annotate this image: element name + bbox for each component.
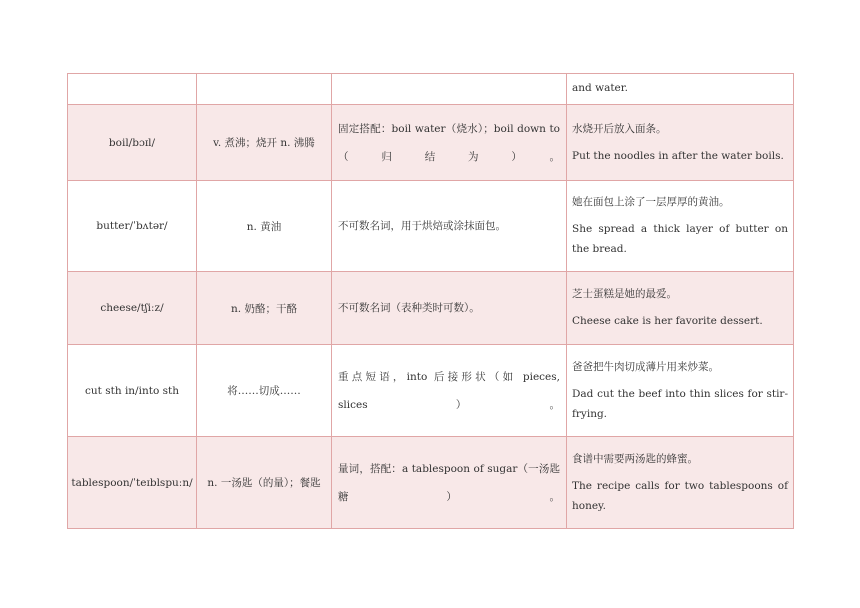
word-cell: boil/bɔɪl/ (68, 105, 197, 181)
example-chinese: 食谱中需要两汤匙的蜂蜜。 (572, 452, 698, 465)
usage-note-cell: 量词，搭配：a tablespoon of sugar（一汤匙糖）。 (332, 437, 567, 529)
table-row (68, 105, 794, 181)
vocabulary-table (67, 73, 794, 529)
example-cell (567, 181, 794, 272)
example-chinese: 爸爸把牛肉切成薄片用来炒菜。 (572, 360, 719, 373)
word-cell: cut sth in/into sth (68, 345, 197, 437)
usage-note-cell: 不可数名词，用于烘焙或涂抹面包。 (332, 181, 567, 272)
table-row (68, 74, 794, 105)
example-english: Cheese cake is her favorite dessert. (572, 315, 763, 327)
example-cell (567, 345, 794, 437)
example-english: and water. (572, 82, 628, 94)
table-row (68, 437, 794, 529)
usage-note-cell: 不可数名词（表种类时可数）。 (332, 272, 567, 345)
word-cell (68, 74, 197, 105)
word-cell: butter/ˈbʌtər/ (68, 181, 197, 272)
table-row (68, 272, 794, 345)
example-chinese: 她在面包上涂了一层厚厚的黄油。 (572, 196, 730, 208)
example-cell (567, 272, 794, 345)
word-cell: cheese/tʃiːz/ (68, 272, 197, 345)
example-cell (567, 105, 794, 181)
example-english: The recipe calls for two tablespoons of honey. (572, 479, 788, 512)
part-of-speech-cell: n. 一汤匙（的量）；餐匙 (197, 437, 332, 529)
example-cell (567, 74, 794, 105)
part-of-speech-cell: 将……切成…… (197, 345, 332, 437)
part-of-speech-cell: n. 黄油 (197, 181, 332, 272)
example-english: She spread a thick layer of butter on the bread. (572, 223, 788, 255)
example-chinese: 芝士蛋糕是她的最爱。 (572, 288, 677, 300)
usage-note-cell: 固定搭配：boil water（烧水）；boil down to（归结为）。 (332, 105, 567, 181)
part-of-speech-cell (197, 74, 332, 105)
example-chinese: 水烧开后放入面条。 (572, 122, 667, 135)
usage-note-cell (332, 74, 567, 105)
table-row (68, 181, 794, 272)
word-cell: tablespoon/ˈteɪblspuːn/ (68, 437, 197, 529)
table-row (68, 345, 794, 437)
example-cell (567, 437, 794, 529)
part-of-speech-cell: v. 煮沸；烧开 n. 沸腾 (197, 105, 332, 181)
part-of-speech-cell: n. 奶酪；干酪 (197, 272, 332, 345)
usage-note-cell: 重点短语，into 后接形状（如 pieces, slices）。 (332, 345, 567, 437)
example-english: Put the noodles in after the water boils. (572, 149, 784, 162)
example-english: Dad cut the beef into thin slices for stir-frying. (572, 387, 788, 420)
